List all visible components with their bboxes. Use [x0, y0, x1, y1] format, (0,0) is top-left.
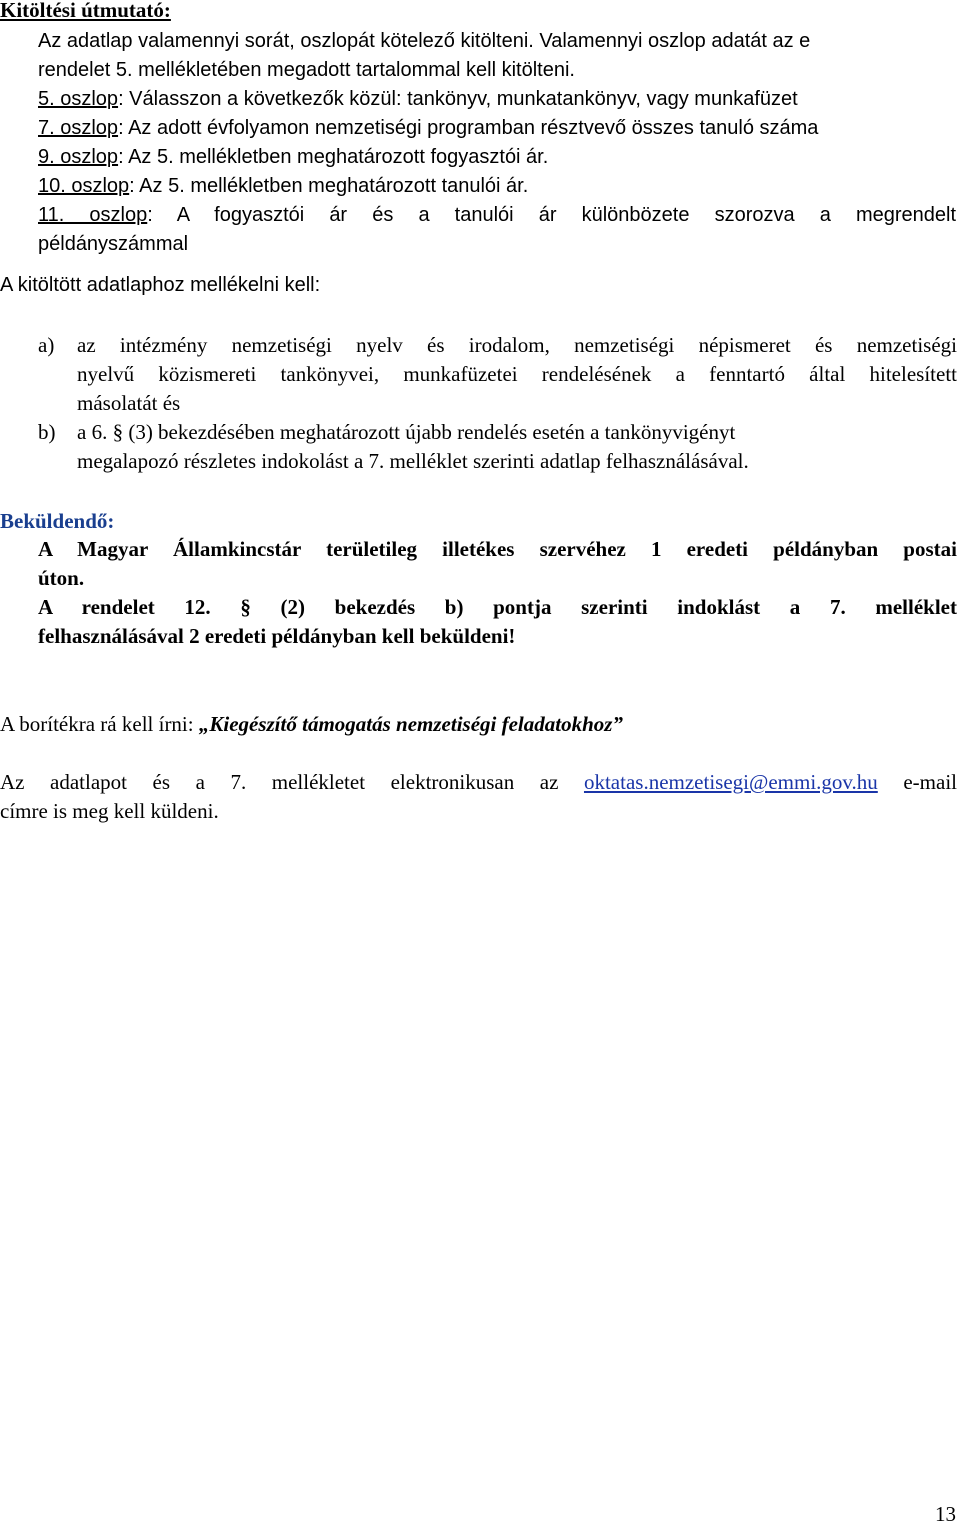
column-7-note — [38, 116, 818, 140]
guide-intro-line2: rendelet 5. mellékletében megadott tartalommal kell kitölteni. — [38, 59, 575, 81]
envelope-note — [0, 712, 623, 736]
attachment-a-line3: másolatát és — [77, 391, 181, 415]
column-11-note — [38, 203, 956, 227]
column-10-ref: 10. oszlop — [38, 175, 130, 197]
attachments-intro: A kitöltött adatlaphoz mellékelni kell: — [0, 274, 321, 296]
attachment-b-label: b) — [38, 420, 56, 444]
send-line1: A Magyar Államkincstár területileg illetékes szervéhez 1 eredeti példányban postai — [38, 537, 957, 561]
page-number: 13 — [935, 1502, 956, 1526]
column-7-text: : Az adott évfolyamon nemzetiségi programban résztvevő összes tanuló száma — [118, 117, 819, 139]
column-9-note — [38, 145, 548, 169]
column-5-ref: 5. oszlop — [38, 88, 119, 110]
envelope-title: „Kiegészítő támogatás nemzetiségi feladatokhoz” — [198, 712, 623, 736]
attachment-b-line1: a 6. § (3) bekezdésében meghatározott újabb rendelés esetén a tankönyvigényt — [77, 420, 736, 444]
attachment-a-line1: az intézmény nemzetiségi nyelv és irodalom, nemzetiségi népismeret és nemzetiségi — [77, 333, 957, 357]
email-suffix: e-mail — [877, 770, 957, 794]
guide-heading: Kitöltési útmutató: — [0, 0, 171, 22]
send-line3: A rendelet 12. § (2) bekezdés b) pontja szerinti indoklást a 7. melléklet — [38, 595, 957, 619]
column-11-text: : A fogyasztói ár és a tanulói ár különbözete szorozva a megrendelt — [147, 204, 957, 226]
column-9-ref: 9. oszlop — [38, 146, 119, 168]
column-5-note — [38, 87, 798, 111]
email-line2: címre is meg kell küldeni. — [0, 799, 219, 823]
attachment-a-label: a) — [38, 333, 55, 357]
email-prefix: Az adatlapot és a 7. mellékletet elektronikusan az — [0, 770, 584, 794]
column-9-text: : Az 5. mellékletben meghatározott fogyasztói ár. — [118, 146, 549, 168]
column-11-ref: 11. oszlop — [38, 204, 148, 226]
email-link[interactable]: oktatas.nemzetisegi@emmi.gov.hu — [583, 770, 878, 794]
email-line1 — [0, 770, 957, 794]
envelope-prefix: A borítékra rá kell írni: — [0, 712, 199, 736]
send-line4: felhasználásával 2 eredeti példányban kell beküldeni! — [38, 624, 516, 648]
column-10-note — [38, 174, 528, 198]
column-7-ref: 7. oszlop — [38, 117, 119, 139]
column-5-text: : Válasszon a következők közül: tankönyv, munkatankönyv, vagy munkafüzet — [118, 88, 798, 110]
send-line2: úton. — [38, 566, 85, 590]
attachment-a-line2: nyelvű közismereti tankönyvei, munkafüzetei rendelésének a fenntartó által hitelesített — [77, 362, 957, 386]
guide-intro-line1: Az adatlap valamennyi sorát, oszlopát kötelező kitölteni. Valamennyi oszlop adatát az e — [38, 30, 811, 52]
send-heading: Beküldendő: — [0, 509, 115, 533]
column-10-text: : Az 5. mellékletben meghatározott tanulói ár. — [129, 175, 529, 197]
column-11-note-cont: példányszámmal — [38, 233, 189, 255]
attachment-b-line2: megalapozó részletes indokolást a 7. melléklet szerinti adatlap felhasználásával. — [77, 449, 749, 473]
